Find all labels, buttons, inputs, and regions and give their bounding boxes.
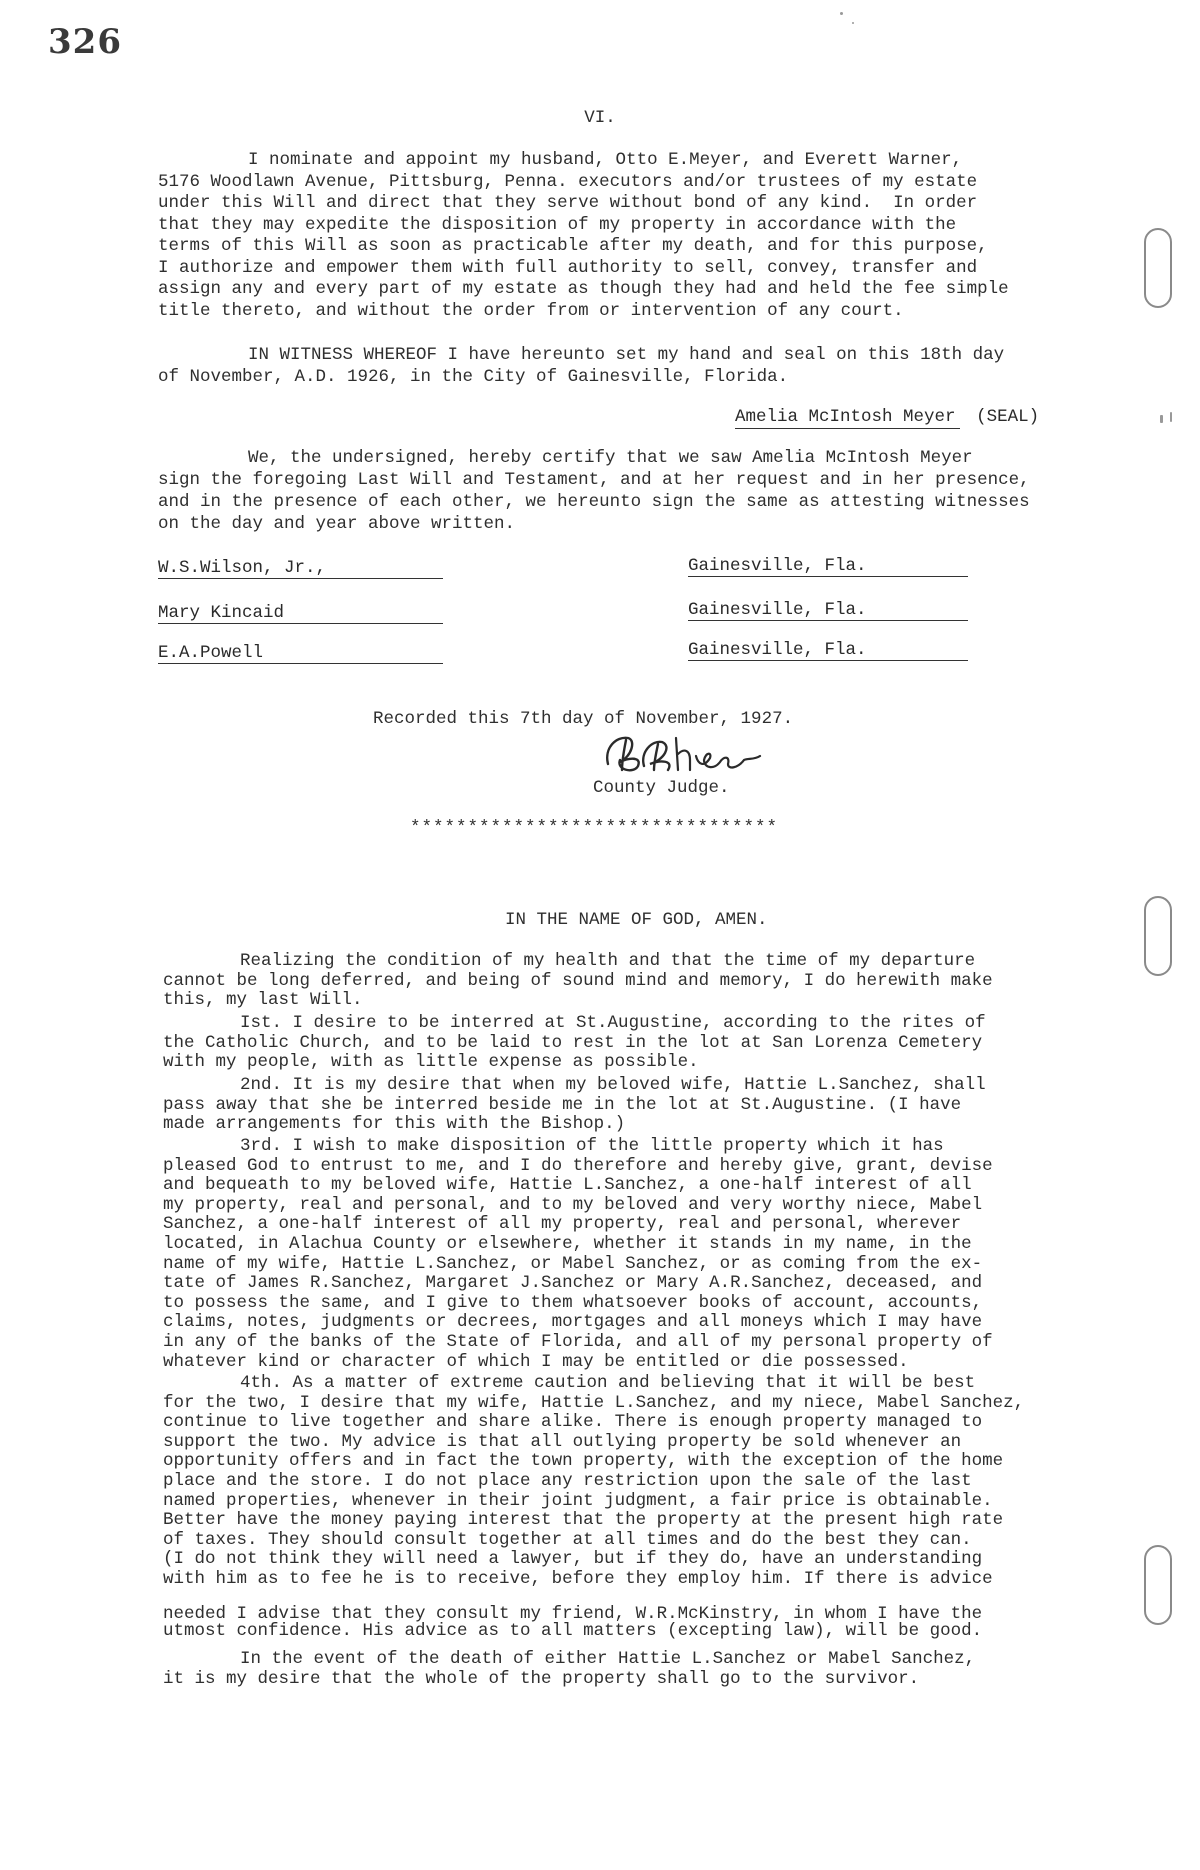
- clause-1st: [163, 1014, 1113, 1073]
- survivor-paragraph: [163, 1650, 1113, 1689]
- intro-paragraph: [163, 952, 1113, 1011]
- clause-1st-text: Ist. I desire to be interred at St.Augustine, according to the rites of the Catholic Church, and to be laid to rest in the lot at San Lorenza Cemetery with my people, with as little expense as possible.: [163, 1013, 986, 1072]
- clause-2nd: [163, 1076, 1113, 1135]
- testator-signature-block: [735, 407, 1039, 427]
- testator-signature: Amelia McIntosh Meyer: [735, 407, 960, 429]
- judge-signature-image: [598, 730, 768, 776]
- survivor-text: In the event of the death of either Hattie L.Sanchez or Mabel Sanchez, it is my desire that the whole of the property shall go to the survivor.: [163, 1649, 976, 1689]
- scan-speck: [1160, 415, 1163, 423]
- seal-label: (SEAL): [976, 407, 1040, 427]
- witness-place-1: Gainesville, Fla.: [688, 556, 968, 577]
- witness-name-2: Mary Kincaid: [158, 603, 443, 624]
- judge-title: County Judge.: [593, 778, 730, 798]
- witness-name-3: E.A.Powell: [158, 643, 443, 664]
- scan-speck: [1170, 412, 1172, 422]
- recorded-text: Recorded this 7th day of November, 1927.: [373, 709, 794, 729]
- attestation-paragraph: [158, 447, 1108, 535]
- clause-4th-text: 4th. As a matter of extreme caution and believing that it will be best for the two, I desire that my wife, Hattie L.Sanchez, and my niece, Mabel Sanchez, continue to live together and share alike. There is enough property managed to support the two. My advice is that all outlying property be sold whenever an opportunity offers and in fact the town property, with the exception of the home place and the store. I do not place any restriction upon the sale of the last named properties, whenever in their joint judgment, a fair price is obtainable. Better have the money paying interest that the property at the present high rate of taxes. They should consult together at all times and do the best they can. (I do not think they will need a lawyer, but if they do, have an understanding with him as to fee he is to receive, before they employ him. If there is advice: [163, 1373, 1025, 1589]
- nominate-text: I nominate and appoint my husband, Otto E.Meyer, and Everett Warner, 5176 Woodlawn Avenue, Pittsburg, Penna. executors and/or trustees of my estate under this Will and direct that they serve without bond of any kind. In order that they may expedite the disposition of my property in accordance with the terms of this Will as soon as practicable after my death, and for this purpose, I authorize and empower them with full authority to sell, convey, transfer and assign any and every part of my estate as though they had and held the fee simple title thereto, and without the order from or intervention of any court.: [158, 150, 1009, 321]
- clause-3rd-text: 3rd. I wish to make disposition of the little property which it has pleased God to entrust to me, and I do therefore and hereby give, grant, devise and bequeath to my beloved wife, Hattie L.Sanchez, a one-half interest of all my property, real and personal, and to my beloved and very worthy niece, Mabel Sanchez, a one-half interest of all my property, real and personal, wherever located, in Alachua County or elsewhere, whether it stands in my name, in the name of my wife, Hattie L.Sanchez, or Mabel Sanchez, or as coming from the ex- tate of James R.Sanchez, Margaret J.Sanchez or Mary A.R.Sanchez, deceased, and to possess the same, and I give to them whatsoever books of account, accounts, claims, notes, judgments or decrees, mortgages and all moneys which I may have in any of the banks of the State of Florida, and all of my personal property of whatever kind or character of which I may be entitled or die possessed.: [163, 1136, 993, 1372]
- scan-speck: [852, 22, 854, 24]
- witness-name-1: W.S.Wilson, Jr.,: [158, 558, 443, 579]
- clause-4th: [163, 1374, 1113, 1590]
- scan-speck: [840, 12, 843, 15]
- clause-4th-end: needed I advise that they consult my friend, W.R.McKinstry, in whom I have the utmost confidence. His advice as to all matters (excepting law), will be good.: [163, 1604, 983, 1641]
- binder-hole-icon: [1144, 1545, 1172, 1625]
- separator-stars: ********************************: [410, 818, 779, 838]
- witness-whereof-text: IN WITNESS WHEREOF I have hereunto set my hand and seal on this 18th day of November, A.D. 1926, in the City of Gainesville, Florida.: [158, 345, 1005, 387]
- binder-hole-icon: [1144, 896, 1172, 976]
- clause-3rd: [163, 1137, 1113, 1372]
- nominate-paragraph: [158, 150, 1108, 322]
- witness-place-2: Gainesville, Fla.: [688, 600, 968, 621]
- witness-whereof-paragraph: [158, 344, 1108, 388]
- binder-hole-icon: [1144, 228, 1172, 308]
- attestation-text: We, the undersigned, hereby certify that we saw Amelia McIntosh Meyer sign the foregoing Last Will and Testament, and at her request and in her presence, and in the presence of each other, we hereunto sign the same as attesting witnesses on the day and year above written.: [158, 448, 1030, 534]
- intro-text: Realizing the condition of my health and that the time of my departure cannot be long deferred, and being of sound mind and memory, I do herewith make this, my last Will.: [163, 951, 993, 1010]
- section-number: VI.: [584, 108, 616, 128]
- page-number: 326: [48, 22, 122, 62]
- witness-place-3: Gainesville, Fla.: [688, 640, 968, 661]
- second-will-heading: IN THE NAME OF GOD, AMEN.: [505, 910, 768, 930]
- clause-2nd-text: 2nd. It is my desire that when my beloved wife, Hattie L.Sanchez, shall pass away that she be interred beside me in the lot at St.Augustine. (I have made arrangements for this with the Bishop.): [163, 1075, 986, 1134]
